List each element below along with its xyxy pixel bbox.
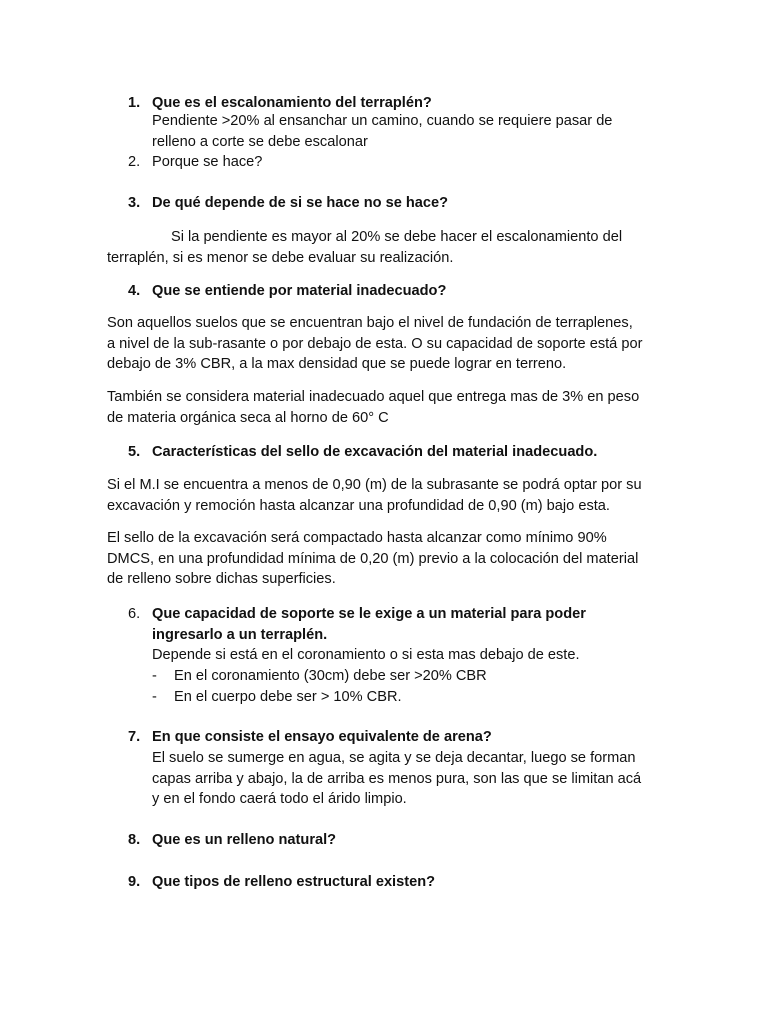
bullet-dash: - bbox=[152, 668, 157, 684]
question-1-answer bbox=[152, 111, 612, 152]
paragraph-line: excavación y remoción hasta alcanzar una profundidad de 0,90 (m) bajo esta. bbox=[107, 497, 610, 514]
question-7-title: En que consiste el ensayo equivalente de arena? bbox=[152, 729, 492, 745]
answer-line: relleno a corte se debe escalonar bbox=[152, 133, 368, 150]
question-7-number: 7. bbox=[128, 729, 141, 745]
paragraph-line: de relleno sobre dichas superficies. bbox=[107, 571, 336, 587]
title-line: ingresarlo a un terraplén. bbox=[152, 626, 328, 643]
question-8-title: Que es un relleno natural? bbox=[152, 832, 337, 848]
paragraph-line: Son aquellos suelos que se encuentran bajo el nivel de fundación de terraplenes, bbox=[107, 315, 633, 331]
question-4-title: Que se entiende por material inadecuado? bbox=[152, 283, 447, 299]
question-4-paragraph-1 bbox=[107, 313, 642, 375]
question-1-number: 1. bbox=[128, 95, 141, 111]
list-item-text: En el cuerpo debe ser > 10% CBR. bbox=[174, 688, 402, 705]
question-1-title: Que es el escalonamiento del terraplén? bbox=[152, 95, 432, 111]
list-item bbox=[152, 687, 487, 708]
answer-line: capas arriba y abajo, la de arriba es menos pura, son las que se limitan acá bbox=[152, 770, 642, 787]
list-item-text: En el coronamiento (30cm) debe ser >20% CBR bbox=[174, 668, 487, 684]
paragraph-line: a nivel de la sub-rasante o por debajo de esta. O su capacidad de soporte está por bbox=[107, 335, 643, 352]
question-2-title: Porque se hace? bbox=[152, 154, 263, 170]
question-4-paragraph-2 bbox=[107, 387, 639, 428]
question-5-paragraph-1 bbox=[107, 475, 642, 516]
question-6-answer: Depende si está en el coronamiento o si esta mas debajo de este. bbox=[152, 647, 580, 663]
question-8-number: 8. bbox=[128, 832, 141, 848]
question-3-number: 3. bbox=[128, 195, 141, 211]
paragraph-line: de materia orgánica seca al horno de 60° C bbox=[107, 409, 389, 426]
list-item bbox=[152, 666, 487, 687]
question-6-title bbox=[152, 604, 586, 645]
paragraph-line: Si el M.I se encuentra a menos de 0,90 (m) de la subrasante se podrá optar por su bbox=[107, 477, 642, 493]
bullet-dash: - bbox=[152, 688, 157, 705]
question-6-bullet-list bbox=[152, 666, 487, 707]
question-9-title: Que tipos de relleno estructural existen? bbox=[152, 874, 436, 890]
question-6-number: 6. bbox=[128, 606, 141, 622]
paragraph-line: debajo de 3% CBR, a la max densidad que se puede lograr en terreno. bbox=[107, 356, 567, 372]
question-3-title: De qué depende de si se hace no se hace? bbox=[152, 195, 449, 211]
paragraph-line: DMCS, en una profundidad mínima de 0,20 (m) previo a la colocación del material bbox=[107, 550, 639, 567]
answer-line: terraplén, si es menor se debe evaluar su realización. bbox=[107, 249, 454, 266]
answer-line: Si la pendiente es mayor al 20% se debe hacer el escalonamiento del bbox=[171, 229, 623, 245]
paragraph-line: El sello de la excavación será compactado hasta alcanzar como mínimo 90% bbox=[107, 530, 607, 546]
title-line: Que capacidad de soporte se le exige a un material para poder bbox=[152, 606, 586, 622]
question-5-paragraph-2 bbox=[107, 528, 638, 590]
question-7-answer bbox=[152, 748, 641, 810]
question-3-answer bbox=[107, 227, 622, 268]
answer-line: El suelo se sumerge en agua, se agita y se deja decantar, luego se forman bbox=[152, 750, 636, 766]
answer-line: y en el fondo caerá todo el árido limpio. bbox=[152, 791, 407, 807]
answer-line: Pendiente >20% al ensanchar un camino, cuando se requiere pasar de bbox=[152, 113, 613, 129]
question-9-number: 9. bbox=[128, 874, 141, 890]
paragraph-line: También se considera material inadecuado aquel que entrega mas de 3% en peso bbox=[107, 389, 640, 405]
question-5-number: 5. bbox=[128, 444, 141, 460]
question-5-title: Características del sello de excavación del material inadecuado. bbox=[152, 444, 598, 460]
question-2-number: 2. bbox=[128, 154, 141, 170]
question-4-number: 4. bbox=[128, 283, 141, 299]
